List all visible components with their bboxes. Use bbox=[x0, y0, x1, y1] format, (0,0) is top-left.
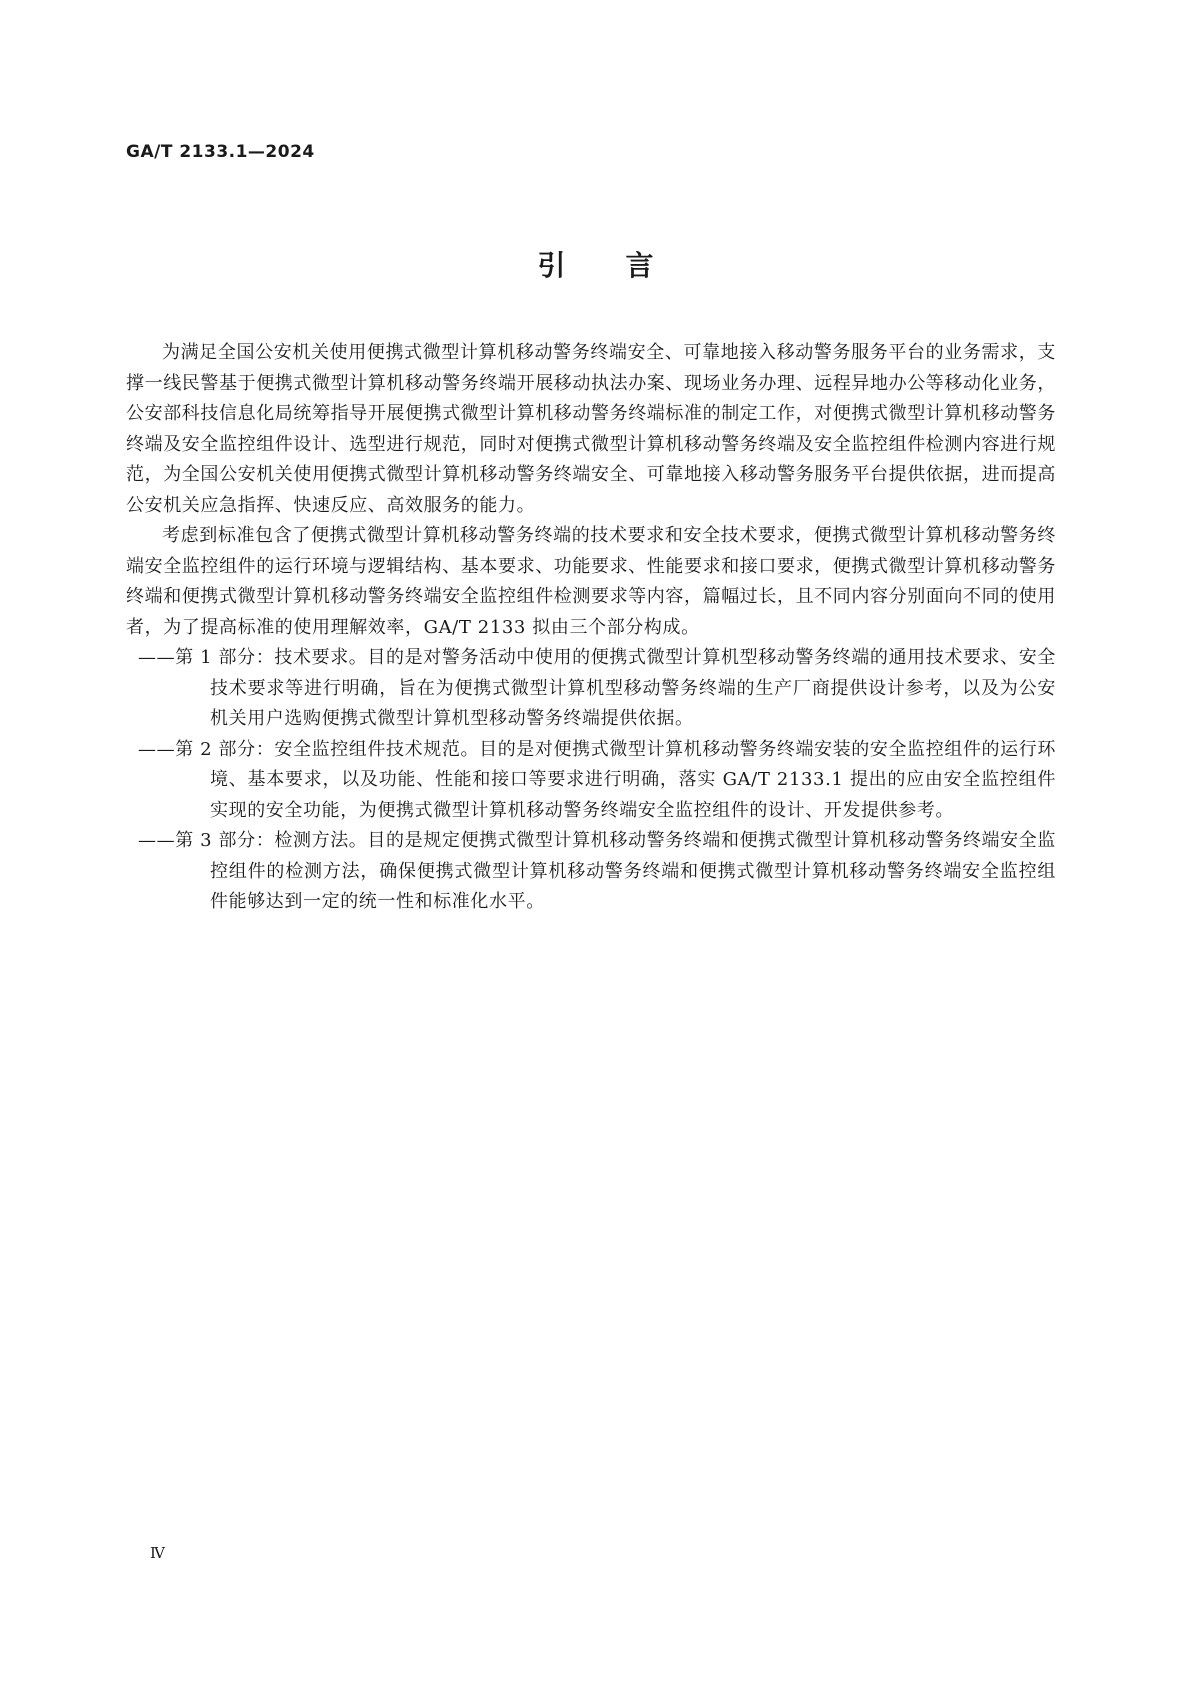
page-number: Ⅳ bbox=[150, 1544, 165, 1562]
intro-paragraph-2: 考虑到标准包含了便携式微型计算机移动警务终端的技术要求和安全技术要求，便携式微型计算机移动警务终端安全监控组件的运行环境与逻辑结构、基本要求、功能要求、性能要求和接口要求，便携式微型计算机移动警务终端和便携式微型计算机移动警务终端安全监控组件检测要求等内容，篇幅过长，且不同内容分别面向不同的使用者，为了提高标准的使用理解效率，GA/T 2133 拟由三个部分构成。 bbox=[126, 525, 1056, 638]
document-code: GA/T 2133.1—2024 bbox=[126, 142, 315, 162]
page-title: 引言 bbox=[537, 249, 714, 282]
part-list-item-1: ——第 1 部分：技术要求。目的是对警务活动中使用的便携式微型计算机型移动警务终端的通用技术要求、安全技术要求等进行明确，旨在为便携式微型计算机型移动警务终端的生产厂商提供设计参考，以及为公安机关用户选购便携式微型计算机型移动警务终端提供依据。 bbox=[138, 647, 1056, 729]
intro-paragraph-1: 为满足全国公安机关使用便携式微型计算机移动警务终端安全、可靠地接入移动警务服务平台的业务需求，支撑一线民警基于便携式微型计算机移动警务终端开展移动执法办案、现场业务办理、远程异地办公等移动化业务，公安部科技信息化局统筹指导开展便携式微型计算机移动警务终端标准的制定工作，对便携式微型计算机移动警务终端及安全监控组件设计、选型进行规范，同时对便携式微型计算机移动警务终端及安全监控组件检测内容进行规范，为全国公安机关使用便携式微型计算机移动警务终端安全、可靠地接入移动警务服务平台提供依据，进而提高公安机关应急指挥、快速反应、高效服务的能力。 bbox=[126, 342, 1056, 516]
part-list-item-3: ——第 3 部分：检测方法。目的是规定便携式微型计算机移动警务终端和便携式微型计算机移动警务终端安全监控组件的检测方法，确保便携式微型计算机移动警务终端和便携式微型计算机移动警务终端安全监控组件能够达到一定的统一性和标准化水平。 bbox=[138, 830, 1056, 912]
part-list-item-2: ——第 2 部分：安全监控组件技术规范。目的是对便携式微型计算机移动警务终端安装的安全监控组件的运行环境、基本要求，以及功能、性能和接口等要求进行明确，落实 GA/T 2133.1 提出的应由安全监控组件实现的安全功能，为便携式微型计算机移动警务终端安全监控组件的设计、开发提供参考。 bbox=[138, 738, 1056, 821]
document-body bbox=[126, 338, 1056, 918]
